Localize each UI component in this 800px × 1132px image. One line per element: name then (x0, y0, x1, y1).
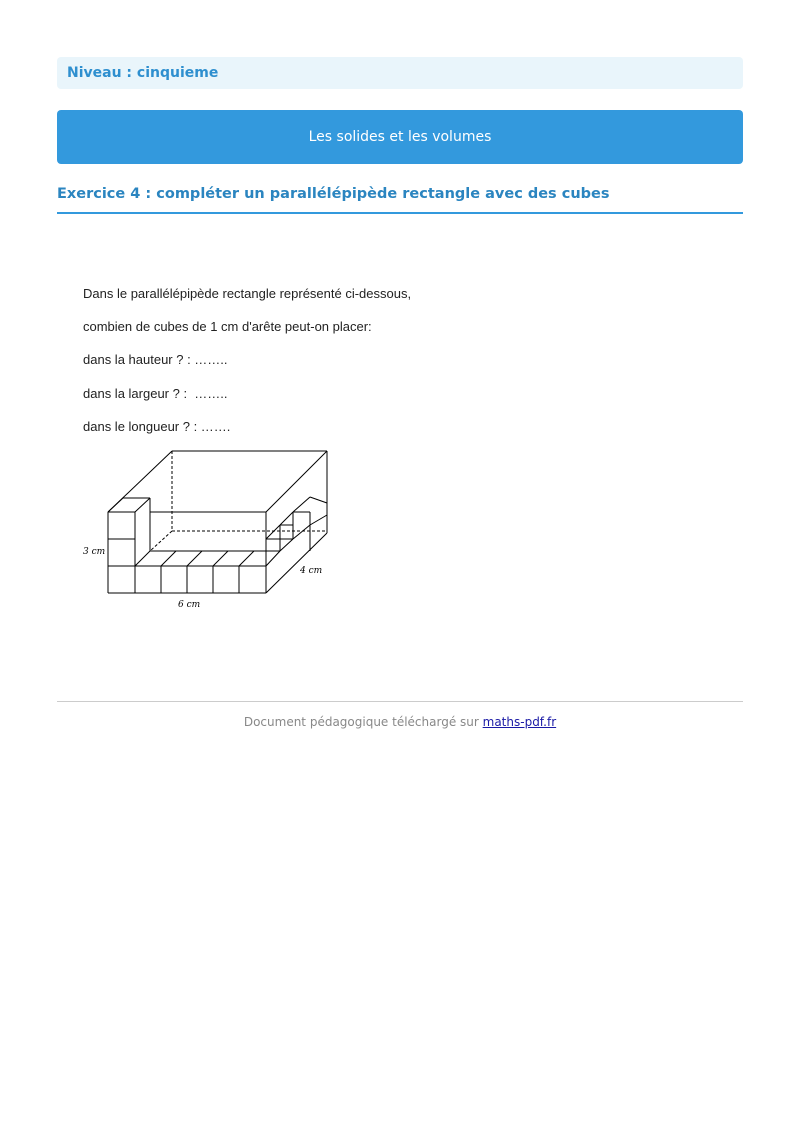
question-height: dans la hauteur ? : …….. (83, 352, 228, 367)
length-label: 6 cm (178, 600, 201, 610)
title-underline (57, 212, 743, 214)
exercise-title: Exercice 4 : compléter un parallélépipède rectangle avec des cubes (57, 186, 610, 202)
footer-divider (57, 701, 743, 702)
footer (57, 715, 743, 729)
question-width: dans la largeur ? : …….. (83, 386, 228, 401)
depth-label: 4 cm (300, 566, 323, 576)
footer-link[interactable]: maths-pdf.fr (482, 715, 557, 729)
height-label: 3 cm (83, 547, 106, 557)
question-line-1: Dans le parallélépipède rectangle représenté ci-dessous, (83, 286, 412, 301)
chapter-banner: Les solides et les volumes (57, 110, 743, 164)
question-length: dans le longueur ? : ……. (83, 419, 231, 434)
box-figure (80, 445, 340, 615)
question-line-2: combien de cubes de 1 cm d'arête peut-on placer: (83, 319, 372, 334)
niveau-label: Niveau : cinquieme (57, 57, 743, 89)
footer-text: Document pédagogique téléchargé sur (243, 715, 483, 729)
